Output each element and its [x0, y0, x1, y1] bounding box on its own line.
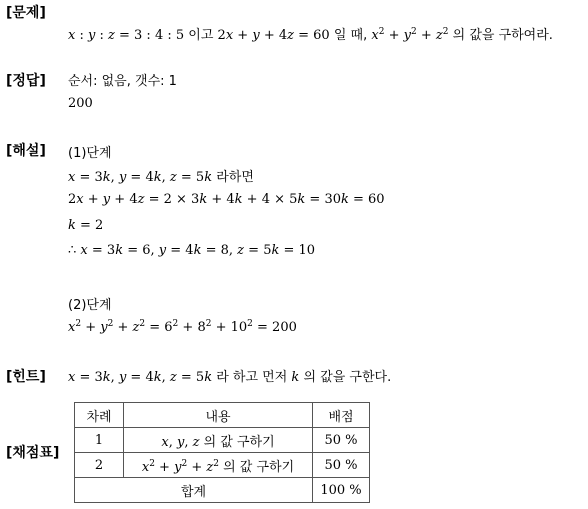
problem-text-part1: 이고 — [188, 28, 214, 43]
rubric-header-no: 차례 — [75, 403, 124, 428]
rubric-total-score: 100 % — [313, 478, 370, 503]
rubric-total-row — [75, 478, 370, 503]
hint-text-part2: 의 값을 구한다. — [303, 370, 392, 385]
rubric-row-score: 50 % — [313, 453, 370, 478]
step1-heading: (1)단계 — [68, 146, 112, 161]
rubric-header-row — [75, 403, 370, 428]
problem-text: x : y : z = 3 : 4 : 5 이고 2x + y + 4z = 60 일 때, $x^2 + y^2 + z^2$ 의 값을 구하여라. — [68, 27, 553, 43]
answer-label: [정답] — [6, 73, 46, 89]
explanation-line-4: ∴ x = 3k = 6, y = 4k = 8, z = 5k = 10 — [68, 243, 316, 258]
rubric-label: [채점표] — [6, 445, 60, 461]
explanation-line-1-tail: 라하면 — [216, 170, 254, 185]
rubric-row-content-tail: 의 값 구하기 — [223, 459, 295, 475]
explanation-line-3: k = 2 — [68, 218, 104, 233]
explanation-line-1: x = 3k, y = 4k, z = 5k 라하면 — [68, 170, 254, 185]
explanation-line-2: 2x + y + 4z = 2 × 3k + 4k + 4 × 5k = 30k = 60 — [68, 192, 385, 207]
table-row — [75, 428, 370, 453]
problem-text-part2: 일 때, — [333, 28, 368, 43]
rubric-row-content: x, y, z 의 값 구하기 — [124, 428, 313, 453]
explanation-label: [해설] — [6, 143, 46, 159]
rubric-row-content-tail: 의 값 구하기 — [203, 434, 275, 450]
hint-text-part1: 라 하고 먼저 — [216, 370, 288, 385]
problem-text-part3: 의 값을 구하여라. — [452, 28, 553, 43]
rubric-header-content: 내용 — [124, 403, 313, 428]
step2-heading: (2)단계 — [68, 298, 112, 313]
rubric-row-content: $x^2 + y^2 + z^2$ 의 값 구하기 — [124, 453, 313, 478]
explanation-line-5: $x^2 + y^2 + z^2 = 6^2 + 8^2 + 10^2 = 200$ — [68, 319, 297, 335]
rubric-row-no: 1 — [75, 428, 124, 453]
hint-label: [힌트] — [6, 369, 46, 385]
rubric-header-score: 배점 — [313, 403, 370, 428]
answer-value: 200 — [68, 96, 93, 111]
problem-label: [문제] — [6, 5, 46, 21]
answer-meta: 순서: 없음, 갯수: 1 — [68, 74, 177, 89]
rubric-table — [74, 402, 370, 503]
rubric-row-score: 50 % — [313, 428, 370, 453]
rubric-total-label: 합계 — [75, 478, 313, 503]
table-row — [75, 453, 370, 478]
rubric-row-no: 2 — [75, 453, 124, 478]
hint-text: x = 3k, y = 4k, z = 5k 라 하고 먼저 k 의 값을 구한다. — [68, 370, 392, 385]
